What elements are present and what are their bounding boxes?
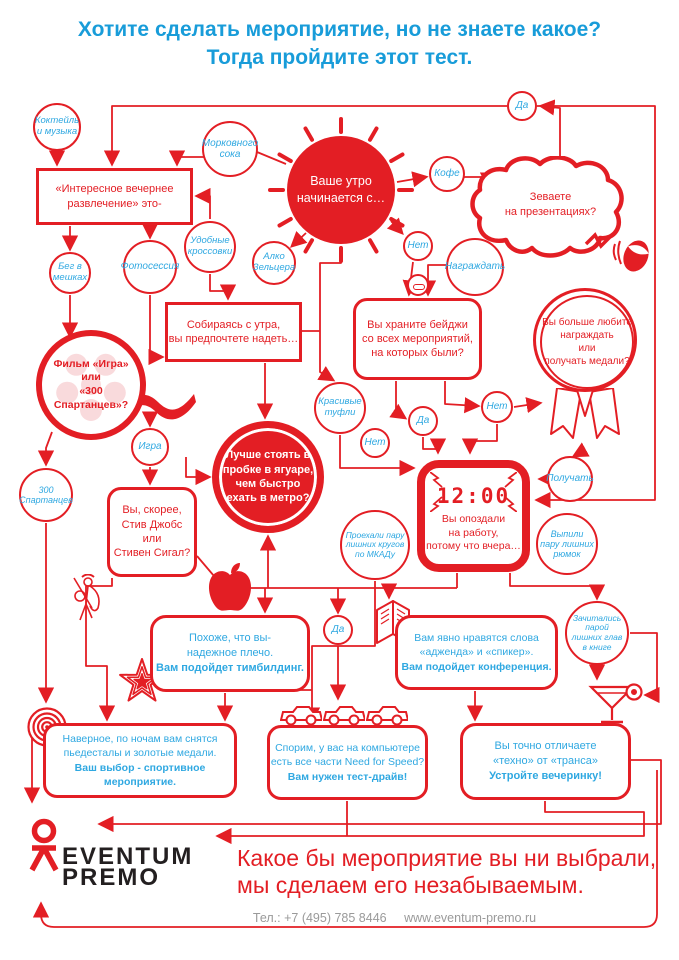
answer-receive: Получать	[547, 456, 593, 502]
party-line3: Устройте вечеринку!	[489, 769, 602, 782]
apple-icon	[204, 561, 256, 615]
conference-line3: Вам подойдет конференция.	[401, 660, 552, 673]
answer-extra-drinks: Выпили пару лишних рюмок	[536, 513, 598, 575]
testdrive-line2: есть все части Need for Speed?	[270, 756, 425, 769]
jobs-line1: Вы, скорее,	[122, 504, 182, 517]
car-icon	[323, 702, 365, 726]
result-testdrive-box	[267, 725, 428, 800]
question-jobs-box	[107, 487, 197, 577]
medal-line4: получать медали?	[544, 356, 630, 367]
slogan-line1: Какое бы мероприятие вы ни выбрали,	[237, 845, 657, 871]
question-medal-circle	[533, 288, 637, 392]
logo-premo: PREMO	[62, 864, 161, 891]
result-party-box	[460, 723, 631, 800]
answer-mkad-laps: Проехали пару лишних кругов по МКАДу	[340, 510, 410, 580]
lightning-icon	[430, 496, 444, 512]
answer-coffee: Кофе	[429, 156, 465, 192]
result-conference-box	[395, 615, 558, 690]
footer-slogan	[237, 845, 677, 898]
answer-carrot-juice: Морковного сока	[202, 121, 258, 177]
answer-game-movie: Игра	[131, 428, 169, 466]
cloud-line2: на презентациях?	[504, 205, 597, 218]
teambuilding-line3: Вам подойдет тимбилдинг.	[156, 661, 304, 674]
sport-line1: Наверное, по ночам вам снятся	[62, 733, 218, 746]
question-badges-box	[353, 298, 482, 380]
film-line2: или	[81, 371, 101, 384]
digital-clock: 12:00	[436, 484, 511, 508]
sun-line2: начинается с…	[296, 191, 386, 205]
answer-no-jaguar: Нет	[360, 428, 390, 458]
medal-line3: или	[578, 343, 596, 354]
answer-book-chapters: Зачитались парой лишних глав в книге	[565, 601, 629, 665]
wear-line1: Собираясь с утра,	[186, 318, 281, 331]
company-logo-text	[62, 843, 194, 891]
conference-line1: Вам явно нравятся слова	[414, 632, 539, 645]
conference-line2: «адженда» и «спикер».	[419, 646, 534, 659]
testdrive-line3: Вам нужен тест-драйв!	[287, 770, 408, 783]
answer-300-spartans: 300 Спартанцев	[19, 468, 73, 522]
answer-photosession: Фотосессия	[123, 240, 177, 294]
title-line1: Хотите сделать мероприятие, но не знаете какое?	[77, 18, 602, 41]
jobs-line4: Стивен Сигал?	[113, 547, 191, 560]
spartan-warrior-icon	[62, 574, 106, 630]
wear-line2: вы предпочтете надеть…	[168, 333, 299, 345]
late-line1: Вы опоздали	[441, 513, 506, 525]
title-line2: Тогда пройдите этот тест.	[206, 46, 473, 69]
answer-sneakers: Удобные кроссовки	[184, 221, 236, 273]
lightning-icon	[430, 472, 444, 488]
martini-glass-icon	[588, 682, 644, 728]
answer-yes-team: Да	[323, 615, 353, 645]
answer-no-badges: Нет	[481, 391, 513, 423]
car-icon	[366, 702, 408, 726]
late-line2: на работу,	[448, 526, 499, 539]
lightning-icon	[503, 472, 517, 488]
jaguar-line1: Лучше стоять в	[225, 449, 311, 462]
party-line2: «техно» от «транса»	[493, 755, 598, 768]
answer-pretty-shoes: Красивые туфли	[314, 382, 366, 434]
testdrive-line1: Спорим, у вас на компьютере	[275, 742, 420, 755]
answer-sack-race: Бег в мешках	[49, 252, 91, 294]
badges-line3: на которых были?	[371, 347, 464, 360]
car-icon	[280, 702, 322, 726]
slogan-line2: мы сделаем его незабываемым.	[237, 871, 584, 898]
cloud-line1: Зеваете	[529, 191, 572, 203]
party-line1: Вы точно отличаете	[494, 740, 597, 753]
question-morning-sun	[287, 136, 395, 244]
question-jaguar-circle	[212, 421, 324, 533]
sport-line3: Ваш выбор - спортивное мероприятие.	[74, 761, 206, 788]
answer-yes-top: Да	[507, 91, 537, 121]
result-sport-box	[43, 723, 237, 798]
late-line3: потому что вчера…	[426, 540, 521, 553]
answer-alka-seltzer: Алко Зельцера	[252, 241, 296, 285]
question-wear-box	[165, 302, 302, 362]
jaguar-line2: пробке в ягуаре,	[222, 463, 314, 476]
answer-no-sun: Нет	[403, 231, 433, 261]
film-line1: Фильм «Игра»	[53, 357, 129, 370]
jaguar-line3: чем быстро	[235, 478, 301, 490]
sun-line1: Ваше утро	[310, 174, 372, 189]
teambuilding-line1: Похоже, что вы-	[188, 632, 272, 645]
phone-number: Тел.: +7 (495) 785 8446	[252, 911, 387, 925]
badge-clip-icon	[407, 274, 429, 296]
logo-eventum: EVENTUM	[62, 843, 194, 870]
result-teambuilding-box	[150, 615, 310, 692]
film-line3: «300 Спартанцев»?	[53, 385, 129, 411]
badges-line2: со всех мероприятий,	[362, 332, 473, 345]
website-url: www.eventum-premo.ru	[404, 911, 537, 925]
badges-line1: Вы храните бейджи	[367, 318, 468, 331]
question-film-circle	[36, 330, 146, 440]
evening-line1: «Интересное вечернее	[55, 183, 174, 196]
answer-cocktail: Коктейль и музыка	[33, 103, 81, 151]
page-title	[0, 16, 679, 72]
ok-person-logo	[24, 818, 64, 880]
jaguar-line4: ехать в метро?	[226, 492, 310, 505]
footer-contacts	[110, 911, 679, 925]
medal-ribbon-icon	[547, 388, 623, 458]
medal-line1: Вы больше любите	[542, 317, 632, 328]
question-yawn	[488, 190, 613, 220]
yawning-mouth-icon	[611, 236, 653, 276]
jobs-line2: Стив Джобс	[121, 518, 183, 531]
late-text	[426, 513, 521, 554]
sport-line2: пьедесталы и золотые медали.	[63, 747, 217, 760]
answer-yes-badges: Да	[408, 406, 438, 436]
jobs-line3: или	[142, 533, 162, 545]
medal-line2: награждать	[560, 330, 614, 341]
lightning-icon	[503, 496, 517, 512]
answer-award: Награждать	[446, 238, 504, 296]
question-evening-box	[36, 168, 193, 225]
teambuilding-line2: надежное плечо.	[186, 647, 274, 660]
evening-line2: развлечение» это-	[67, 197, 162, 210]
